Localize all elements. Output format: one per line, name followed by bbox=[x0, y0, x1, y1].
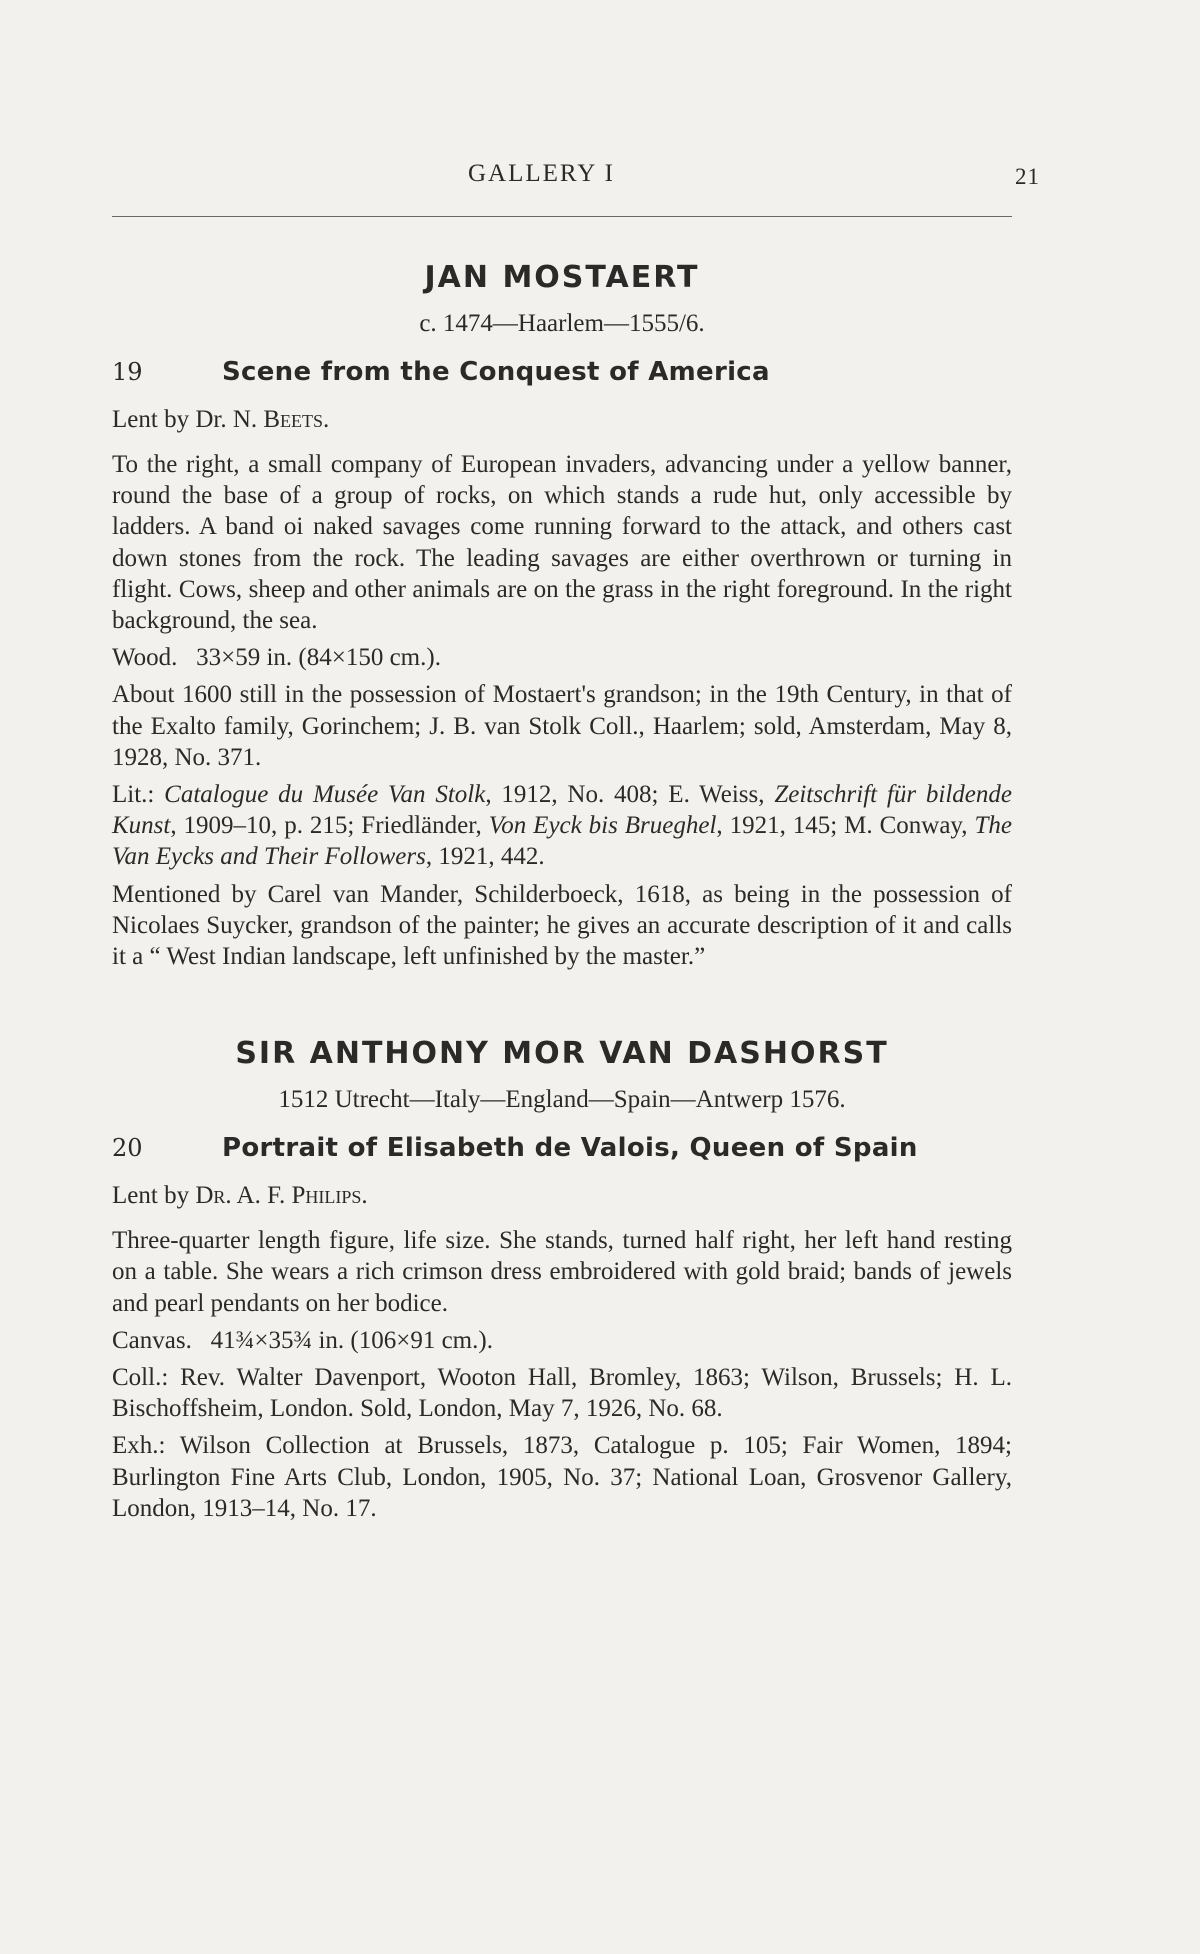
medium-line bbox=[112, 642, 1012, 673]
artist-dates: c. 1474—Haarlem—1555/6. bbox=[419, 310, 705, 337]
entry-title bbox=[112, 1130, 1012, 1170]
lender-line bbox=[112, 1180, 1012, 1211]
artist-heading: JAN MOSTAERT bbox=[424, 260, 700, 295]
dimensions: 33×59 in. (84×150 cm.). bbox=[196, 644, 441, 672]
entry-number: 19 bbox=[112, 358, 143, 386]
medium: Canvas. bbox=[112, 1326, 192, 1354]
lit-label: Lit.: bbox=[112, 781, 155, 809]
lender-line bbox=[112, 404, 1012, 435]
literature-paragraph bbox=[112, 779, 1012, 873]
lender-suffix: . bbox=[361, 1182, 368, 1210]
lit-title-4: The Van Eycks and Their Followers bbox=[112, 812, 1012, 871]
description-paragraph: To the right, a small company of European invaders, advancing under a yellow banner, round the base of a group of rocks, on which stands a rude hut, only accessible by ladders. A band oi naked savages come running forward to the attack, and others cast down stones from the rock. The leading savages are either overthrown or turning in flight. Cows, sheep and other animals are on the grass in the right foreground. In the right background, the sea. bbox=[112, 451, 1012, 635]
page-number: 21 bbox=[1015, 164, 1040, 189]
page-content bbox=[112, 258, 1012, 1524]
lender-prefix: Lent by Dr. N. bbox=[112, 406, 264, 433]
lender-name: Beets bbox=[263, 406, 324, 433]
lit-title-1: Catalogue du Musée Van Stolk bbox=[164, 781, 486, 809]
dimensions: 41¾×35¾ in. (106×91 cm.). bbox=[210, 1326, 493, 1354]
lender-suffix: . bbox=[323, 406, 330, 433]
lit-text-2: , 1909–10, p. 215; Friedländer, bbox=[170, 812, 489, 840]
gallery-label: GALLERY I bbox=[468, 160, 615, 187]
entry-number: 20 bbox=[112, 1134, 143, 1163]
lender-name: Dr. A. F. Philips bbox=[195, 1182, 362, 1210]
exhibitions-paragraph: Exh.: Wilson Collection at Brussels, 1873, Catalogue p. 105; Fair Women, 1894; Burlington Fine Arts Club, London, 1905, No. 37; National Loan, Grosvenor Gallery, London, 1913–14, No. 17. bbox=[112, 1432, 1012, 1522]
entry-title-text: Scene from the Conquest of America bbox=[222, 357, 770, 387]
collections-paragraph: Coll.: Rev. Walter Davenport, Wooton Hall, Bromley, 1863; Wilson, Brussels; H. L. Bischoffsheim, London. Sold, London, May 7, 1926, No. 68. bbox=[112, 1364, 1012, 1423]
provenance-paragraph: About 1600 still in the possession of Mostaert's grandson; in the 19th Century, in that of the Exalto family, Gorinchem; J. B. van Stolk Coll., Haarlem; sold, Amsterdam, May 8, 1928, No. 371. bbox=[112, 681, 1012, 771]
lit-text-4: , 1921, 442. bbox=[425, 843, 545, 871]
lit-text-3: , 1921, 145; M. Conway, bbox=[716, 812, 975, 840]
header-rule bbox=[112, 216, 1012, 217]
entry-title-text: Portrait of Elisabeth de Valois, Queen of Spain bbox=[222, 1133, 918, 1164]
artist-dates: 1512 Utrecht—Italy—England—Spain—Antwerp 1576. bbox=[278, 1086, 846, 1114]
running-head bbox=[112, 160, 1040, 194]
entry-title bbox=[112, 354, 1012, 394]
note-paragraph: Mentioned by Carel van Mander, Schilderboeck, 1618, as being in the possession of Nicolaes Suycker, grandson of the painter; he gives an accurate description of it and calls it a “ West Indian landscape, left unfinished by the master.” bbox=[112, 880, 1012, 971]
lit-title-2: Zeitschrift für bildende Kunst bbox=[112, 781, 1013, 840]
artist-heading: SIR ANTHONY MOR VAN DASHORST bbox=[235, 1036, 889, 1072]
lit-text-1: , 1912, No. 408; E. Weiss, bbox=[485, 781, 775, 809]
lender-prefix: Lent by bbox=[112, 1182, 196, 1210]
description-paragraph: Three-quarter length figure, life size. She stands, turned half right, her left hand resting on a table. She wears a rich crimson dress embroidered with gold braid; bands of jewels and pearl pendants on her bodice. bbox=[112, 1227, 1012, 1317]
medium: Wood. bbox=[112, 644, 178, 672]
lit-title-3: Von Eyck bis Brueghel bbox=[488, 812, 717, 840]
medium-line bbox=[112, 1325, 1012, 1356]
